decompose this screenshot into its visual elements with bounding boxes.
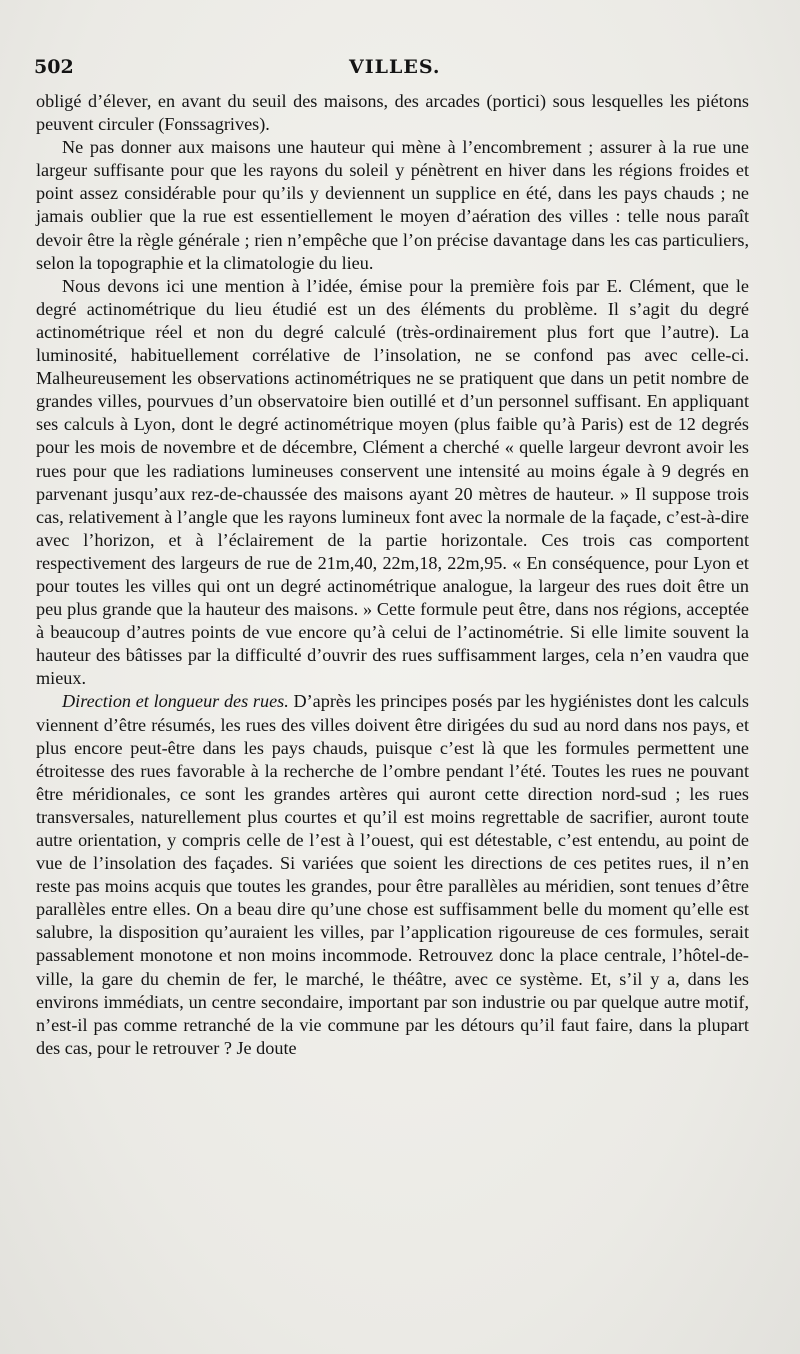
paragraph-3-text: Nous devons ici une mention à l’idée, émise pour la première fois par E. Clément, que le degré actinométrique du lieu étudié est un des éléments du problème. Il s’agit du degré actinométrique réel et non du degré calculé (très-ordinairement plus fort que l’autre). La luminosité, habituellement corrélative de l’insolation, ne se confond pas avec celle-ci. Malheureusement les observations actinométriques ne se pratiquent que dans un petit nombre de grandes villes, pourvues d’un observatoire bien outillé et d’un personnel suffisant. En appliquant ses calculs à Lyon, dont le degré actinométrique moyen (plus faible qu’à Paris) est de 12 degrés pour les mois de novembre et de décembre, Clément a cherché « quelle largeur devront avoir les rues pour que les radiations lumineuses conservent une intensité au moins égale à 9 degrés en parvenant jusqu’aux rez-de-chaussée des maisons ayant 20 mètres de hauteur. » Il suppose trois cas, relativement à l’angle que les rayons lumineux font avec la normale de la façade, c’est-à-dire avec l’horizon, et à l’éclairement de la partie horizontale. Ces trois cas comportent respectivement des largeurs de rue de 21m,40, 22m,18, 22m,95. « En conséquence, pour Lyon et pour toutes les villes qui ont un degré actinométrique analogue, la largeur des rues doit être un peu plus grande que la hauteur des maisons. » Cette formule peut être, dans nos régions, acceptée à beaucoup d’autres points de vue encore qu’à celui de l’actinométrie. Si elle limite souvent la hauteur des bâtisses par la difficulté d’ouvrir des rues suffisamment larges, cela n’en vaudra que mieux. (36, 275, 749, 689)
page-number: 502 (34, 56, 74, 78)
section-subheading: Direction et longueur des rues. (62, 691, 289, 712)
body-text (36, 90, 749, 1060)
paragraph-4-text: D’après les principes posés par les hygiénistes dont les calculs viennent d’être résumés, les rues des villes doivent être dirigées du sud au nord dans nos pays, et plus encore peut-être dans les pays chauds, puisque c’est là que les formules permettent une étroitesse des rues favorable à la recherche de l’ombre pendant l’été. Toutes les rues ne pouvant être méridionales, ce sont les grandes artères qui auront cette direction nord-sud ; les rues transversales, naturellement plus courtes et qu’il est moins regrettable de sacrifier, auront toute autre orientation, y compris celle de l’est à l’ouest, qui est détestable, c’est entendu, au point de vue de l’insolation des façades. Si variées que soient les directions de ces petites rues, il n’en reste pas moins acquis que toutes les grandes, pour être parallèles au méridien, sont tenues d’être parallèles entre elles. On a beau dire qu’une chose est suffisamment belle du moment qu’elle est salubre, la disposition qu’auraient les villes, par l’application rigoureuse de ces formules, serait passablement monotone et non moins incommode. Retrouvez donc la place centrale, l’hôtel-de-ville, la gare du chemin de fer, le marché, le théâtre, avec ce système. Et, s’il y a, dans les environs immédiats, un centre secondaire, important par son industrie ou par quelque autre motif, n’est-il pas comme retranché de la vie commune par les détours qu’il faut faire, dans la plupart des cas, pour le retrouver ? Je doute (36, 691, 749, 1058)
paragraph-2-text: Ne pas donner aux maisons une hauteur qui mène à l’encombrement ; assurer à la rue une largeur suffisante pour que les rayons du soleil y pénètrent en hiver dans les régions froides et point assez considérable pour qu’ils y deviennent un supplice en été, dans les pays chauds ; ne jamais oublier que la rue est essentiellement le moyen d’aération des villes : telle nous paraît devoir être la règle générale ; rien n’empêche que l’on précise davantage dans les cas particuliers, selon la topographie et la climatologie du lieu. (36, 137, 749, 273)
paragraph-2 (36, 136, 749, 275)
paragraph-4 (36, 690, 749, 1060)
paragraph-1-text: obligé d’élever, en avant du seuil des maisons, des arcades (portici) sous lesquelles les piétons peuvent circuler (Fonssagrives). (36, 91, 749, 135)
paragraph-3 (36, 275, 749, 691)
paragraph-1 (36, 90, 749, 136)
running-title: VILLES. (349, 56, 441, 78)
page-header (34, 56, 750, 86)
